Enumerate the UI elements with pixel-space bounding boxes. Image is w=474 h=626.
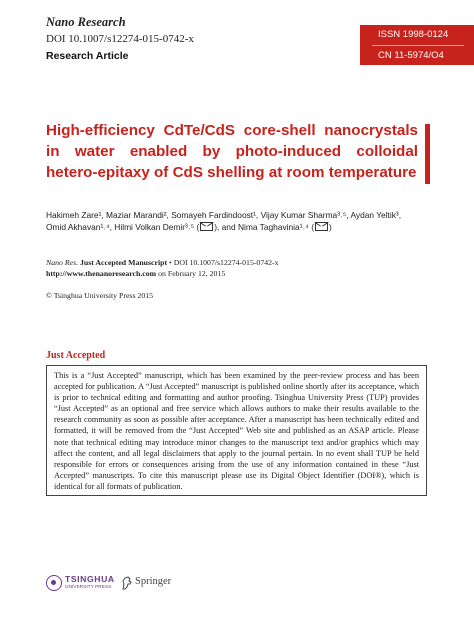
citation-block <box>46 257 279 279</box>
issn-divider <box>372 45 464 46</box>
tsinghua-logo-subtext: UNIVERSITY PRESS <box>65 585 112 590</box>
copyright: © Tsinghua University Press 2015 <box>46 291 154 300</box>
manuscript-label: Just Accepted Manuscript <box>80 258 168 267</box>
title-accent-bar <box>425 124 430 184</box>
authors-text-3: ) <box>329 222 332 233</box>
email-icon[interactable] <box>315 222 328 231</box>
cn-number: CN 11-5974/O4 <box>378 50 444 61</box>
article-title: High-efficiency CdTe/CdS core-shell nanocrystals in water enabled by photo-induced colloidal hetero-epitaxy of CdS shelling at room temperature <box>46 122 418 181</box>
just-accepted-text: This is a “Just Accepted” manuscript, which has been examined by the peer-review process and has been accepted for publication. A “Just Accepted” manuscript is published online shortly after its acceptance, which is prior to technical editing and formatting and author proofing. Tsinghua University Press (TUP) provides “Just Accepted” as an optional and free service which allows authors to make their results available to the research community as soon as possible after acceptance. After a manuscript has been technically edited and formatted, it will be removed from the “Just Accepted” Web site and published as an ASAP article. Please note that technical editing may introduce minor changes to the manuscript text and/or graphics which may affect the content, and all legal disclaimers that apply to the journal pertain. In no event shall TUP be held responsible for errors or consequences arising from the use of any information contained in these “Just Accepted” manuscripts. To cite this manuscript please use its Digital Object Identifier (DOI®), which is identical for all formats of publication. <box>54 371 419 491</box>
springer-logo-text: Springer <box>135 576 172 587</box>
citation-doi: • DOI 10.1007/s12274-015-0742-x <box>167 258 279 267</box>
journal-abbrev: Nano Res. <box>46 258 79 267</box>
article-type: Research Article <box>46 50 129 62</box>
just-accepted-heading: Just Accepted <box>46 350 106 361</box>
issn-box <box>360 25 474 65</box>
email-icon[interactable] <box>200 222 213 231</box>
authors-text-2: ), and Nima Taghavinia¹˒⁴ ( <box>214 222 314 233</box>
just-accepted-box <box>46 365 427 496</box>
authors-text-1: Hakimeh Zare¹, Maziar Marandi², Somayeh Fardindoost¹, Vijay Kumar Sharma³˒⁵, Aydan Yeltik³, Omid Akhavan¹˒⁴, Hilmi Volkan Demir³˒⁵ ( <box>46 210 402 233</box>
header-doi: DOI 10.1007/s12274-015-0742-x <box>46 33 194 45</box>
tsinghua-seal-icon <box>46 575 62 591</box>
issn-number: ISSN 1998-0124 <box>378 29 449 40</box>
tsinghua-logo-text: TSINGHUA <box>65 574 115 584</box>
published-date: on February 12, 2015 <box>156 269 226 278</box>
author-list <box>46 209 418 234</box>
journal-url-link[interactable]: http://www.thenanoresearch.com <box>46 269 157 278</box>
springer-horse-icon <box>121 576 133 590</box>
journal-name: Nano Research <box>46 15 126 29</box>
